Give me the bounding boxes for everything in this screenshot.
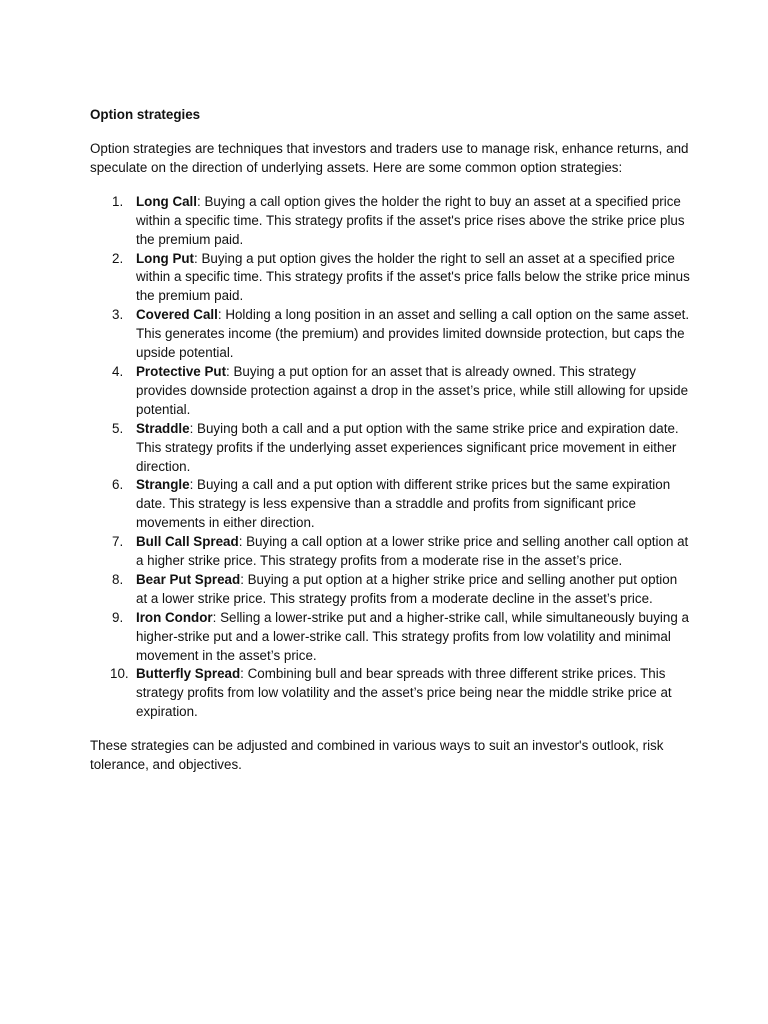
strategy-description: : Selling a lower-strike put and a higher-strike call, while simultaneously buying a higher-strike put and a lower-strike call. This strategy profits from low volatility and minimal movement in the asset’s price. (136, 609, 689, 663)
document-page (90, 106, 690, 775)
strategy-description: : Buying a call and a put option with different strike prices but the same expiration date. This strategy is less expensive than a straddle and profits from significant price movements in either direction. (136, 477, 671, 531)
strategy-list (90, 193, 690, 722)
list-number: 9. (112, 609, 124, 625)
list-item-protective-put (90, 363, 690, 420)
list-number: 7. (112, 534, 124, 550)
strategy-term: Covered Call (136, 307, 218, 323)
strategy-description: : Buying a put option for an asset that is already owned. This strategy provides downside protection against a drop in the asset’s price, while still allowing for upside potential. (136, 363, 689, 417)
strategy-term: Bear Put Spread (136, 571, 241, 587)
strategy-description: : Holding a long position in an asset and selling a call option on the same asset. This generates income (the premium) and provides limited downside protection, but caps the upside potential. (136, 307, 690, 361)
list-number: 10. (110, 666, 129, 682)
list-item-long-call (90, 193, 690, 250)
strategy-description: : Buying both a call and a put option with the same strike price and expiration date. This strategy profits if the underlying asset experiences significant price movement in either direction. (136, 420, 679, 474)
strategy-term: Bull Call Spread (136, 534, 239, 550)
list-number: 8. (112, 571, 124, 587)
list-number: 6. (112, 477, 124, 493)
list-item-iron-condor (90, 609, 690, 666)
list-item-bear-put-spread (90, 571, 690, 609)
list-item-bull-call-spread (90, 533, 690, 571)
intro-paragraph: Option strategies are techniques that investors and traders use to manage risk, enhance returns, and speculate on the direction of underlying assets. Here are some common option strategies: (90, 141, 689, 175)
document-title: Option strategies (90, 107, 201, 122)
list-item-butterfly-spread (90, 665, 690, 722)
list-item-long-put (90, 250, 690, 307)
strategy-term: Strangle (136, 477, 190, 493)
list-number: 5. (112, 420, 124, 436)
list-item-covered-call (90, 306, 690, 363)
strategy-description: : Combining bull and bear spreads with three different strike prices. This strategy profits from low volatility and the asset’s price being near the middle strike price at expiration. (136, 666, 672, 720)
strategy-description: : Buying a call option at a lower strike price and selling another call option at a higher strike price. This strategy profits from a moderate rise in the asset’s price. (136, 534, 689, 569)
strategy-term: Iron Condor (136, 609, 213, 625)
strategy-description: : Buying a put option gives the holder the right to sell an asset at a specified price within a specific time. This strategy profits if the asset's price falls below the strike price minus the premium paid. (136, 250, 690, 304)
closing-paragraph: These strategies can be adjusted and combined in various ways to suit an investor's outlook, risk tolerance, and objectives. (90, 738, 664, 773)
strategy-term: Protective Put (136, 363, 227, 379)
strategy-description: : Buying a put option at a higher strike price and selling another put option at a lower strike price. This strategy profits from a moderate decline in the asset’s price. (136, 571, 678, 606)
strategy-description: : Buying a call option gives the holder the right to buy an asset at a specified price within a specific time. This strategy profits if the asset's price rises above the strike price plus the premium paid. (136, 193, 685, 247)
strategy-term: Straddle (136, 420, 190, 436)
strategy-term: Long Call (136, 193, 197, 209)
list-number: 4. (112, 363, 124, 379)
strategy-term: Butterfly Spread (136, 666, 241, 682)
list-item-straddle (90, 420, 690, 477)
list-number: 1. (112, 193, 124, 209)
list-number: 3. (112, 307, 124, 323)
list-item-strangle (90, 476, 690, 533)
list-number: 2. (112, 250, 124, 266)
strategy-term: Long Put (136, 250, 195, 266)
